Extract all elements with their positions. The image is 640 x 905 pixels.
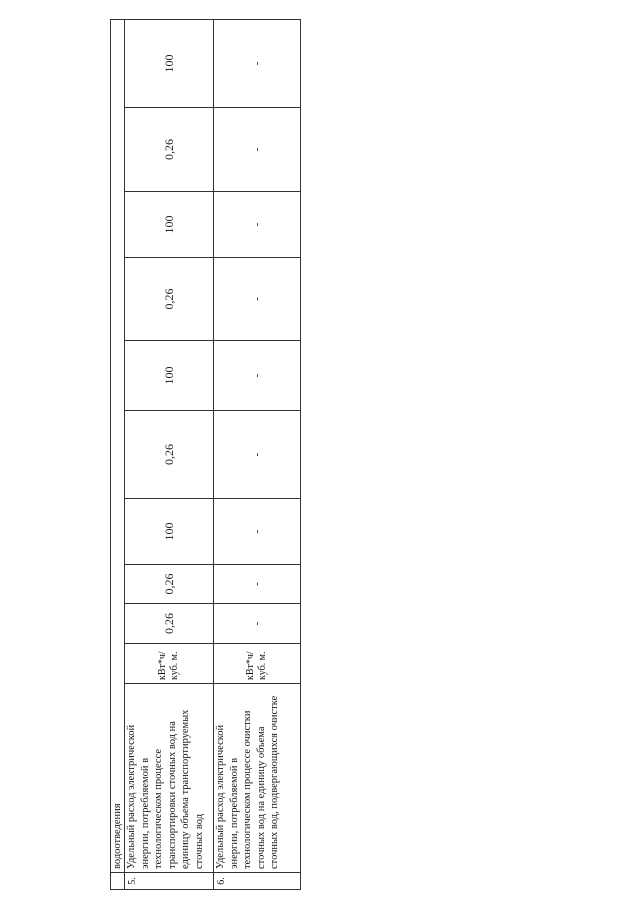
value-cell: 100: [125, 341, 214, 411]
value-cell: -: [214, 258, 301, 341]
value-cell: -: [214, 499, 301, 565]
value-cell: 0,26: [125, 258, 214, 341]
table-row: [214, 19, 301, 889]
section-row: [111, 19, 125, 889]
value-cell: 0,26: [125, 108, 214, 192]
table-row: [125, 19, 214, 889]
value-cell: -: [214, 192, 301, 258]
value-cell: -: [214, 108, 301, 192]
row-number: 5.: [125, 873, 214, 890]
value-cell: 100: [125, 19, 214, 107]
indicator-name: Удельный расход электрической энергии, потребляемой в технологическом процессе очистки сточных вод на единицу объема сточных вод, подвергающихся очистке: [214, 684, 301, 873]
unit-cell: кВт*ч/ куб. м.: [125, 644, 214, 684]
value-cell: 0,26: [125, 565, 214, 604]
value-cell: -: [214, 604, 301, 644]
value-cell: 100: [125, 192, 214, 258]
indicators-table: [110, 19, 301, 890]
row-number: 6.: [214, 873, 301, 890]
indicator-name: Удельный расход электрической энергии, потребляемой в технологическом процессе транспортировки сточных вод на единицу объема транспортируемых сточных вод: [125, 684, 214, 873]
section-num-cell: [111, 873, 125, 890]
value-cell: 0,26: [125, 411, 214, 499]
value-cell: -: [214, 565, 301, 604]
value-cell: 0,26: [125, 604, 214, 644]
value-cell: -: [214, 411, 301, 499]
unit-cell: кВт*ч/ куб. м.: [214, 644, 301, 684]
value-cell: -: [214, 341, 301, 411]
value-cell: 100: [125, 499, 214, 565]
section-title: водоотведения: [111, 19, 125, 872]
rotated-table-container: [110, 20, 290, 890]
value-cell: -: [214, 19, 301, 107]
